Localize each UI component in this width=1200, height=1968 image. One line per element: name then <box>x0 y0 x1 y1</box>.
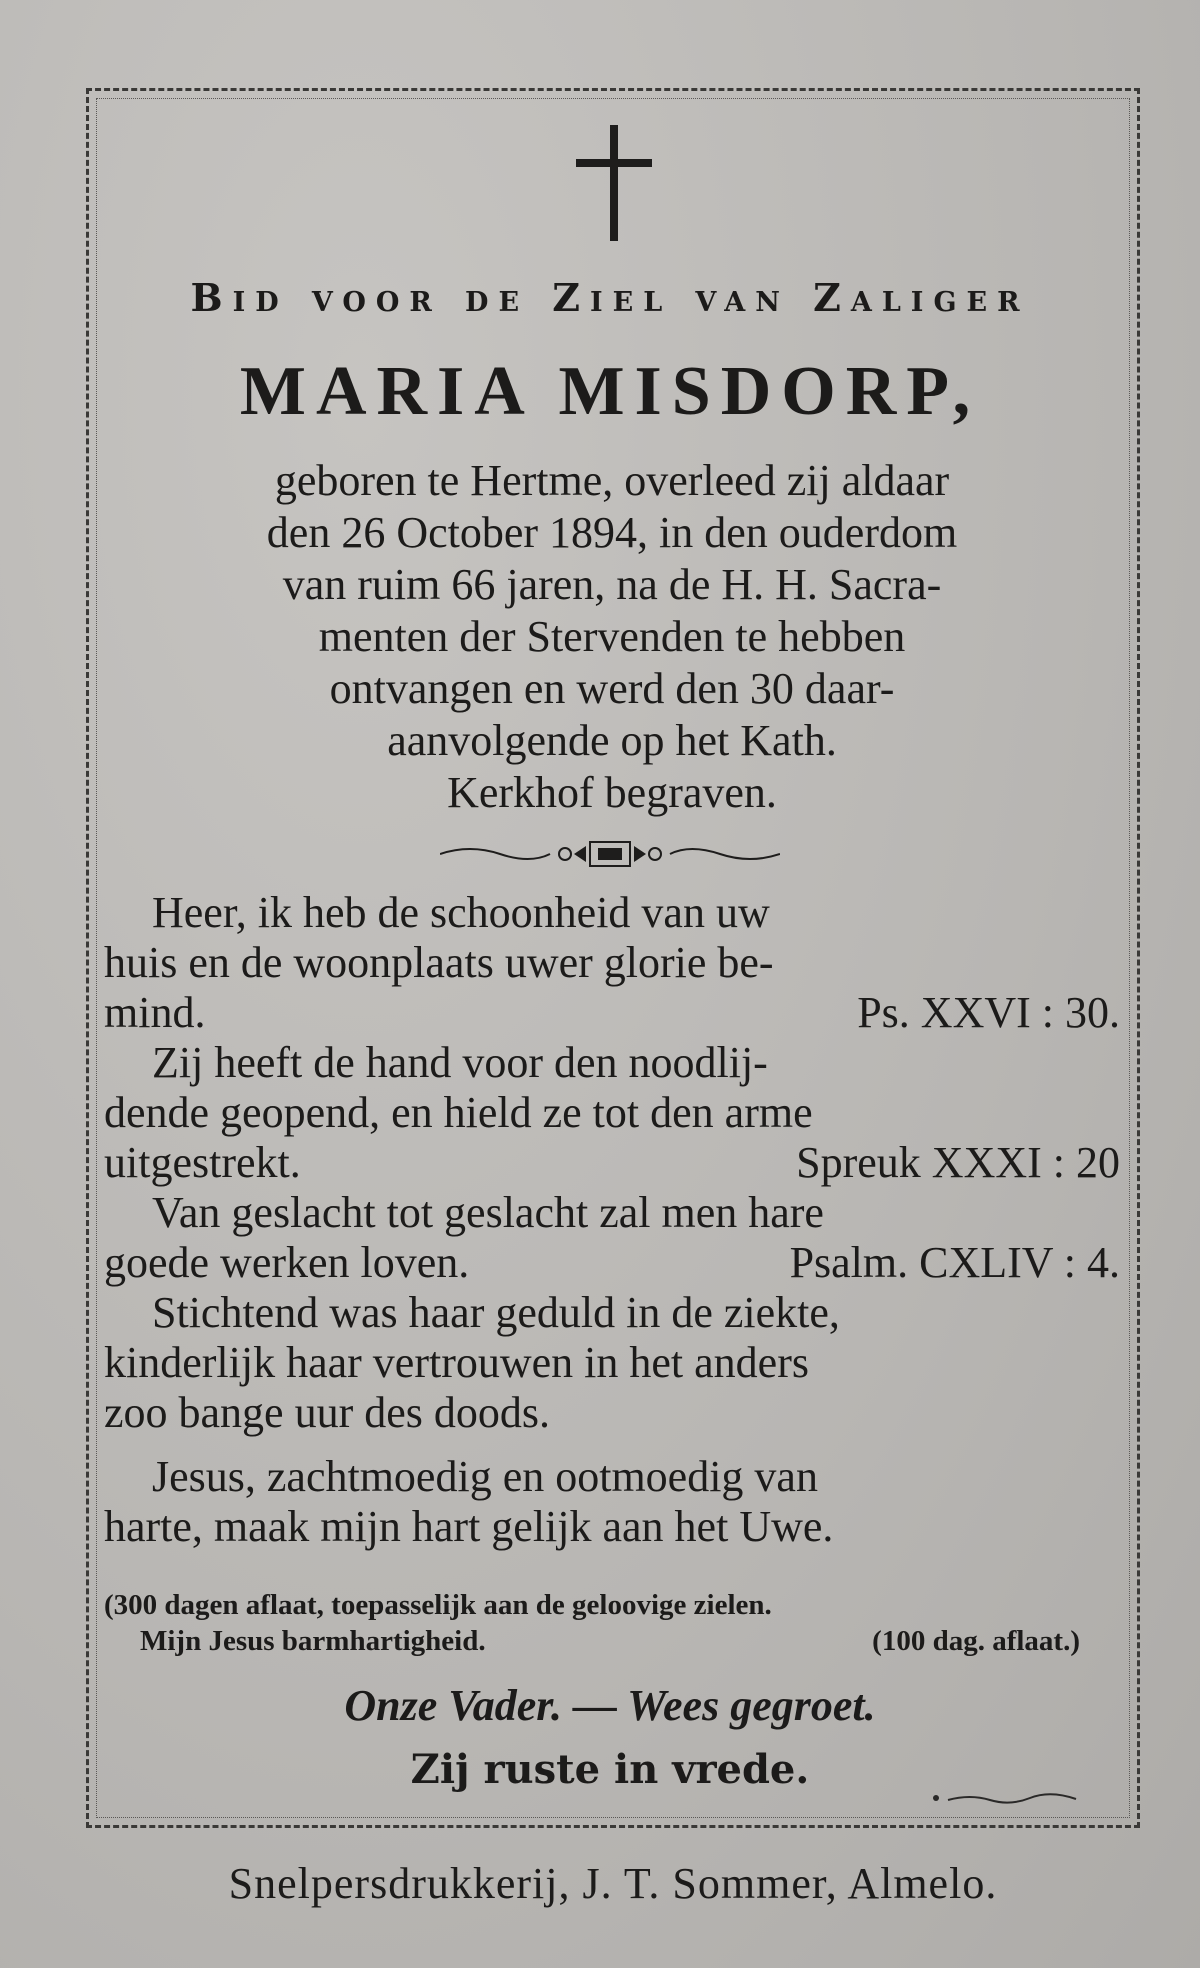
verse-text: mind. <box>104 988 206 1037</box>
verse-reference: Psalm. CXLIV : 4. <box>789 1238 1120 1287</box>
verse-text: Jesus, zachtmoedig en ootmoedig van <box>152 1452 818 1501</box>
verse-line <box>104 1338 1120 1388</box>
verse-line <box>104 1388 1120 1438</box>
cross-icon <box>576 125 652 241</box>
indulgence-text: (100 dag. aflaat.) <box>872 1625 1080 1657</box>
verse-text: uitgestrekt. <box>104 1138 301 1187</box>
verse-text: Zij heeft de hand voor den noodlij- <box>152 1038 768 1087</box>
bio-line: van ruim 66 jaren, na de H. H. Sacra- <box>282 560 942 609</box>
indulgence-text: Mijn Jesus barmhartigheid. <box>140 1625 486 1657</box>
printer-imprint: Snelpersdrukkerij, J. T. Sommer, Almelo. <box>228 1859 998 1908</box>
verse-text: goede werken loven. <box>104 1238 470 1287</box>
prayers-line: Onze Vader. — Wees gegroet. <box>344 1681 876 1730</box>
verse-line <box>104 1138 1120 1188</box>
indulgence-note <box>104 1587 1120 1659</box>
bio-line: ontvangen en werd den 30 daar- <box>329 664 895 713</box>
bio-line: menten der Stervenden te hebben <box>318 612 906 661</box>
verse-line <box>104 1502 1120 1552</box>
verse-line <box>104 938 1120 988</box>
verse-text: huis en de woonplaats uwer glorie be- <box>104 938 774 987</box>
heading: Bid voor de Ziel van Zaliger <box>190 275 1030 320</box>
verse-text: Heer, ik heb de schoonheid van uw <box>152 888 770 937</box>
bio-line: den 26 October 1894, in den ouderdom <box>266 508 958 557</box>
indulgence-text: (300 dagen aflaat, toepasselijk aan de geloovige zielen. <box>104 1589 772 1621</box>
verse-text: zoo bange uur des doods. <box>104 1388 551 1437</box>
scripture-verses <box>104 888 1120 1552</box>
verse-text: dende geopend, en hield ze tot den arme <box>104 1088 813 1137</box>
verse-line <box>104 1088 1120 1138</box>
verse-line <box>104 988 1120 1038</box>
ornament-divider <box>440 836 780 872</box>
scribble-mark-icon <box>930 1790 1080 1806</box>
verse-line <box>104 1452 1120 1502</box>
verse-text: harte, maak mijn hart gelijk aan het Uwe. <box>104 1502 834 1551</box>
verse-line <box>104 1038 1120 1088</box>
verse-reference: Ps. XXVI : 30. <box>857 988 1120 1037</box>
deceased-name: MARIA MISDORP, <box>239 353 981 430</box>
verse-line <box>104 1288 1120 1338</box>
closing-line: Zij ruste in vrede. <box>410 1746 810 1793</box>
verse-line <box>104 1238 1120 1288</box>
biography <box>104 455 1120 819</box>
verse-text: Van geslacht tot geslacht zal men hare <box>152 1188 824 1237</box>
bio-line: Kerkhof begraven. <box>447 768 777 817</box>
verse-text: Stichtend was haar geduld in de ziekte, <box>152 1288 840 1337</box>
bio-line: geboren te Hertme, overleed zij aldaar <box>274 456 950 505</box>
indulgence-line <box>104 1623 1120 1659</box>
indulgence-line <box>104 1587 1120 1623</box>
verse-line <box>104 888 1120 938</box>
verse-text: kinderlijk haar vertrouwen in het anders <box>104 1338 809 1387</box>
bio-line: aanvolgende op het Kath. <box>387 716 837 765</box>
verse-reference: Spreuk XXXI : 20 <box>796 1138 1120 1187</box>
verse-line <box>104 1188 1120 1238</box>
